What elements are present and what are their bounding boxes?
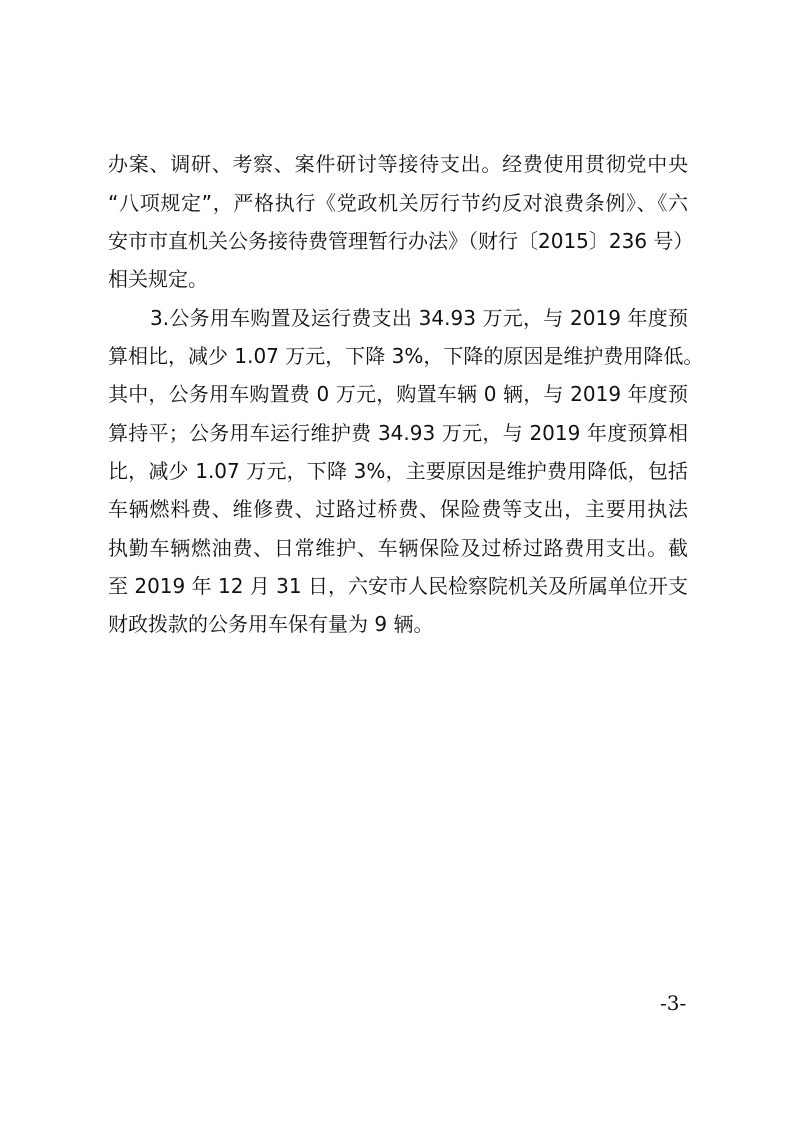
paragraph-2-line-2: 算相比，减少 1.07 万元，下降 3%，下降的原因是维护费用降低。: [108, 344, 704, 368]
paragraph-2-line-6: 车辆燃料费、维修费、过路过桥费、保险费等支出，主要用执法: [108, 497, 688, 521]
paragraph-1-line-1: 办案、调研、考察、案件研讨等接待支出。经费使用贯彻党中央: [108, 152, 688, 176]
paragraph-2-line-8: 至 2019 年 12 月 31 日，六安市人民检察院机关及所属单位开支: [108, 574, 688, 598]
paragraph-1-line-3: 安市市直机关公务接待费管理暂行办法》（财行〔2015〕236 号）: [108, 229, 694, 253]
page-number: -3-: [660, 991, 687, 1015]
paragraph-2-line-5: 比，减少 1.07 万元，下降 3%，主要原因是维护费用降低，包括: [108, 459, 688, 483]
paragraph-2-line-9: 财政拨款的公务用车保有量为 9 辆。: [108, 612, 434, 636]
paragraph-2-line-7: 执勤车辆燃油费、日常维护、车辆保险及过桥过路费用支出。截: [108, 536, 688, 560]
paragraph-2-line-3: 其中，公务用车购置费 0 万元，购置车辆 0 辆，与 2019 年度预: [108, 382, 688, 406]
paragraph-2-line-1: 3.公务用车购置及运行费支出 34.93 万元，与 2019 年度预: [150, 306, 688, 330]
paragraph-2-line-4: 算持平；公务用车运行维护费 34.93 万元，与 2019 年度预算相: [108, 421, 688, 445]
paragraph-1-line-4: 相关规定。: [108, 267, 208, 291]
paragraph-1-line-2: “八项规定”，严格执行《党政机关厉行节约反对浪费条例》、《六: [108, 191, 688, 215]
